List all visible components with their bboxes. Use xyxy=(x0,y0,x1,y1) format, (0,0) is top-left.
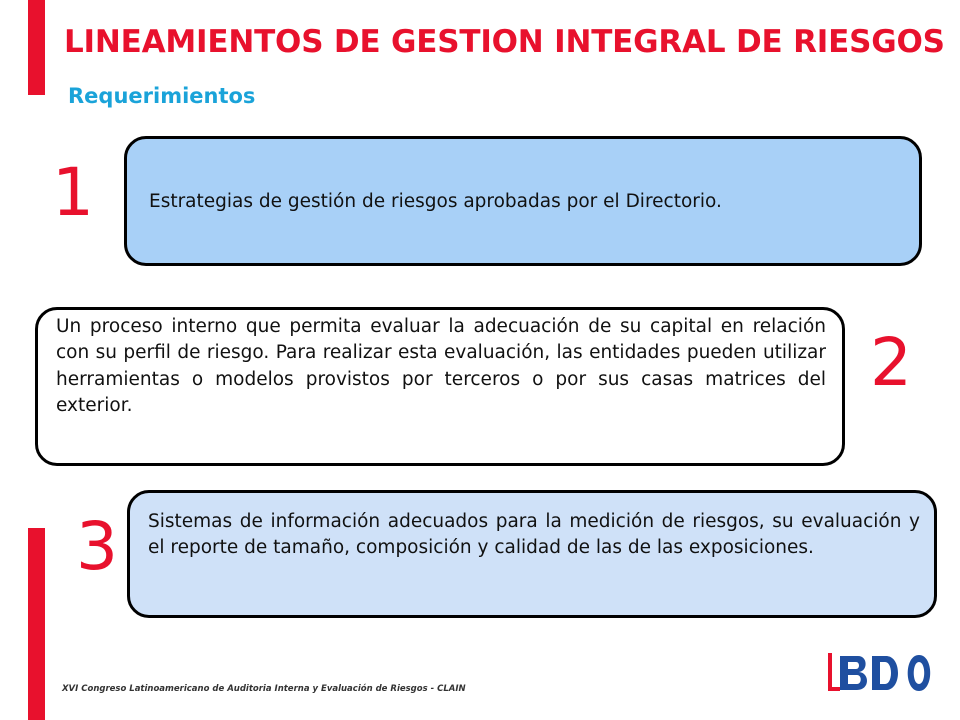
item-number-3: 3 xyxy=(76,508,118,585)
page-title: LINEAMIENTOS DE GESTION INTEGRAL DE RIESGOS xyxy=(64,24,945,60)
requirement-text-2: Un proceso interno que permita evaluar la adecuación de su capital en relación con su perfil de riesgo. Para realizar esta evaluación, las entidades pueden utilizar herramientas o modelos provistos por terceros o por sus casas matrices del exterior. xyxy=(56,316,826,417)
requirement-text-3: Sistemas de información adecuados para la medición de riesgos, su evaluación y el reporte de tamaño, composición y calidad de las de las exposiciones. xyxy=(148,511,920,559)
accent-bar-bottom xyxy=(28,528,45,720)
accent-bar-top xyxy=(28,0,45,95)
requirement-box-3 xyxy=(127,490,937,618)
requirement-box-2 xyxy=(35,307,845,466)
requirement-text-1: Estrategias de gestión de riesgos aprobadas por el Directorio. xyxy=(149,190,722,212)
footer-text: XVI Congreso Latinoamericano de Auditoria Interna y Evaluación de Riesgos - CLAIN xyxy=(62,684,466,694)
bdo-logo xyxy=(826,650,936,694)
page-subtitle: Requerimientos xyxy=(68,84,256,108)
item-number-2: 2 xyxy=(870,324,912,401)
item-number-1: 1 xyxy=(52,154,94,231)
requirement-box-1 xyxy=(124,136,922,266)
